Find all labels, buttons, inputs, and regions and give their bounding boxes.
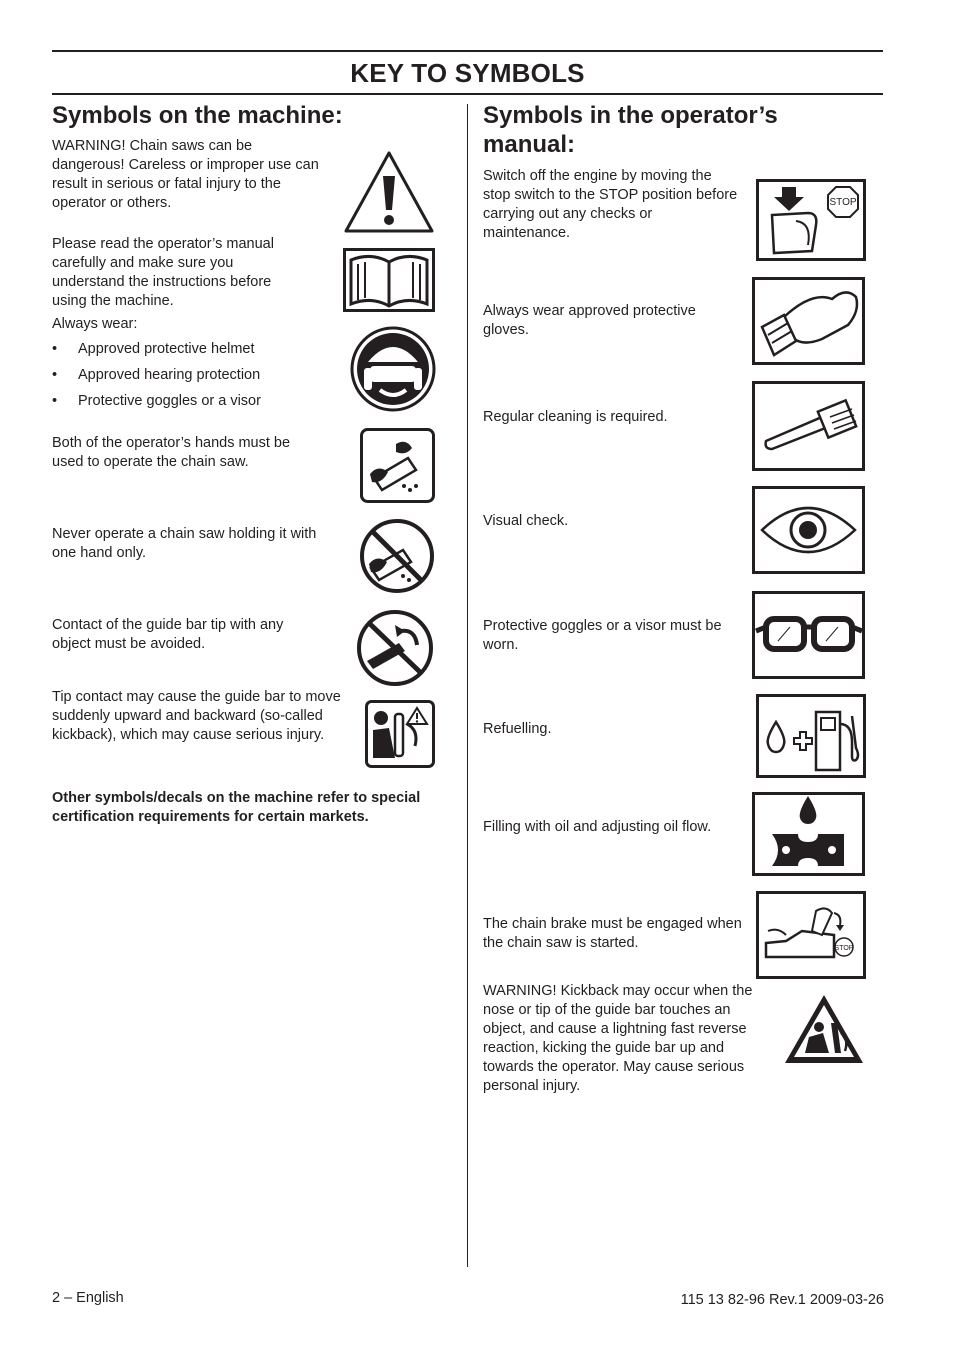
gloves-icon — [752, 277, 865, 365]
wear-item-helmet: • Approved protective helmet — [52, 340, 332, 359]
page-number: 2 – English — [52, 1290, 124, 1306]
warning-text: WARNING! Chain saws can be dangerous! Careless or improper use can result in serious or fatal injury to the operator or others. — [52, 138, 319, 211]
goggles-text: Protective goggles or a visor must be worn. — [483, 618, 722, 653]
stop-switch-text: Switch off the engine by moving the stop switch to the STOP position before carrying out any checks or maintenance. — [483, 168, 738, 241]
visual-check-text: Visual check. — [483, 513, 569, 529]
two-hands-icon — [360, 428, 435, 503]
gloves-text: Always wear approved protective gloves. — [483, 303, 696, 338]
brush-icon — [752, 381, 865, 471]
manual-text: Please read the operator’s manual carefully and make sure you understand the instructions before using the machine. — [52, 236, 274, 309]
cleaning-text: Regular cleaning is required. — [483, 409, 668, 425]
right-heading: Symbols in the operator’s manual: — [483, 102, 778, 158]
goggles-icon — [752, 591, 865, 679]
stop-sign-label: STOP — [829, 197, 857, 208]
both-hands-text: Both of the operator’s hands must be used to operate the chain saw. — [52, 435, 291, 470]
warning-triangle-icon — [343, 150, 435, 234]
chain-brake-icon — [756, 891, 866, 979]
one-hand-text: Never operate a chain saw holding it with one hand only. — [52, 526, 317, 561]
wear-item-hearing: • Approved hearing protection — [52, 366, 332, 385]
always-wear-label: Always wear: — [52, 316, 138, 332]
tip-contact-text: Contact of the guide bar tip with any object must be avoided. — [52, 617, 284, 652]
eye-icon — [752, 486, 865, 574]
refuelling-text: Refuelling. — [483, 721, 552, 737]
kickback-text: Tip contact may cause the guide bar to move suddenly upward and backward (so-called kickback), which may cause serious injury. — [52, 689, 341, 743]
page-title: KEY TO SYMBOLS — [350, 58, 585, 88]
kickback-warning-text: WARNING! Kickback may occur when the nose or tip of the guide bar touches an object, and cause a lightning fast reverse reaction, kicking the guide bar up and towards the operator. May cause serious personal injury. — [483, 983, 753, 1094]
wear-list — [52, 340, 332, 418]
oil-chain-icon — [752, 792, 865, 876]
wear-item-goggles: • Protective goggles or a visor — [52, 392, 332, 411]
protective-gear-icon — [350, 326, 436, 412]
column-divider — [467, 104, 468, 1267]
brake-stop-label: STOP — [834, 945, 854, 952]
no-one-hand-icon — [359, 518, 435, 594]
no-tip-contact-icon — [355, 609, 435, 687]
chain-brake-text: The chain brake must be engaged when the chain saw is started. — [483, 916, 742, 951]
other-symbols-note: Other symbols/decals on the machine refer to special certification requirements for certain markets. — [52, 790, 421, 825]
stop-switch-icon — [756, 179, 866, 261]
read-manual-icon — [343, 248, 435, 312]
left-heading: Symbols on the machine: — [52, 102, 343, 129]
header-top-rule — [52, 50, 883, 52]
oil-text: Filling with oil and adjusting oil flow. — [483, 819, 712, 835]
kickback-triangle-icon — [783, 993, 865, 1065]
document-reference: 115 13 82-96 Rev.1 2009-03-26 — [680, 1292, 884, 1308]
kickback-warning-icon — [365, 700, 435, 768]
refuelling-icon — [756, 694, 866, 778]
header-bottom-rule — [52, 93, 883, 95]
